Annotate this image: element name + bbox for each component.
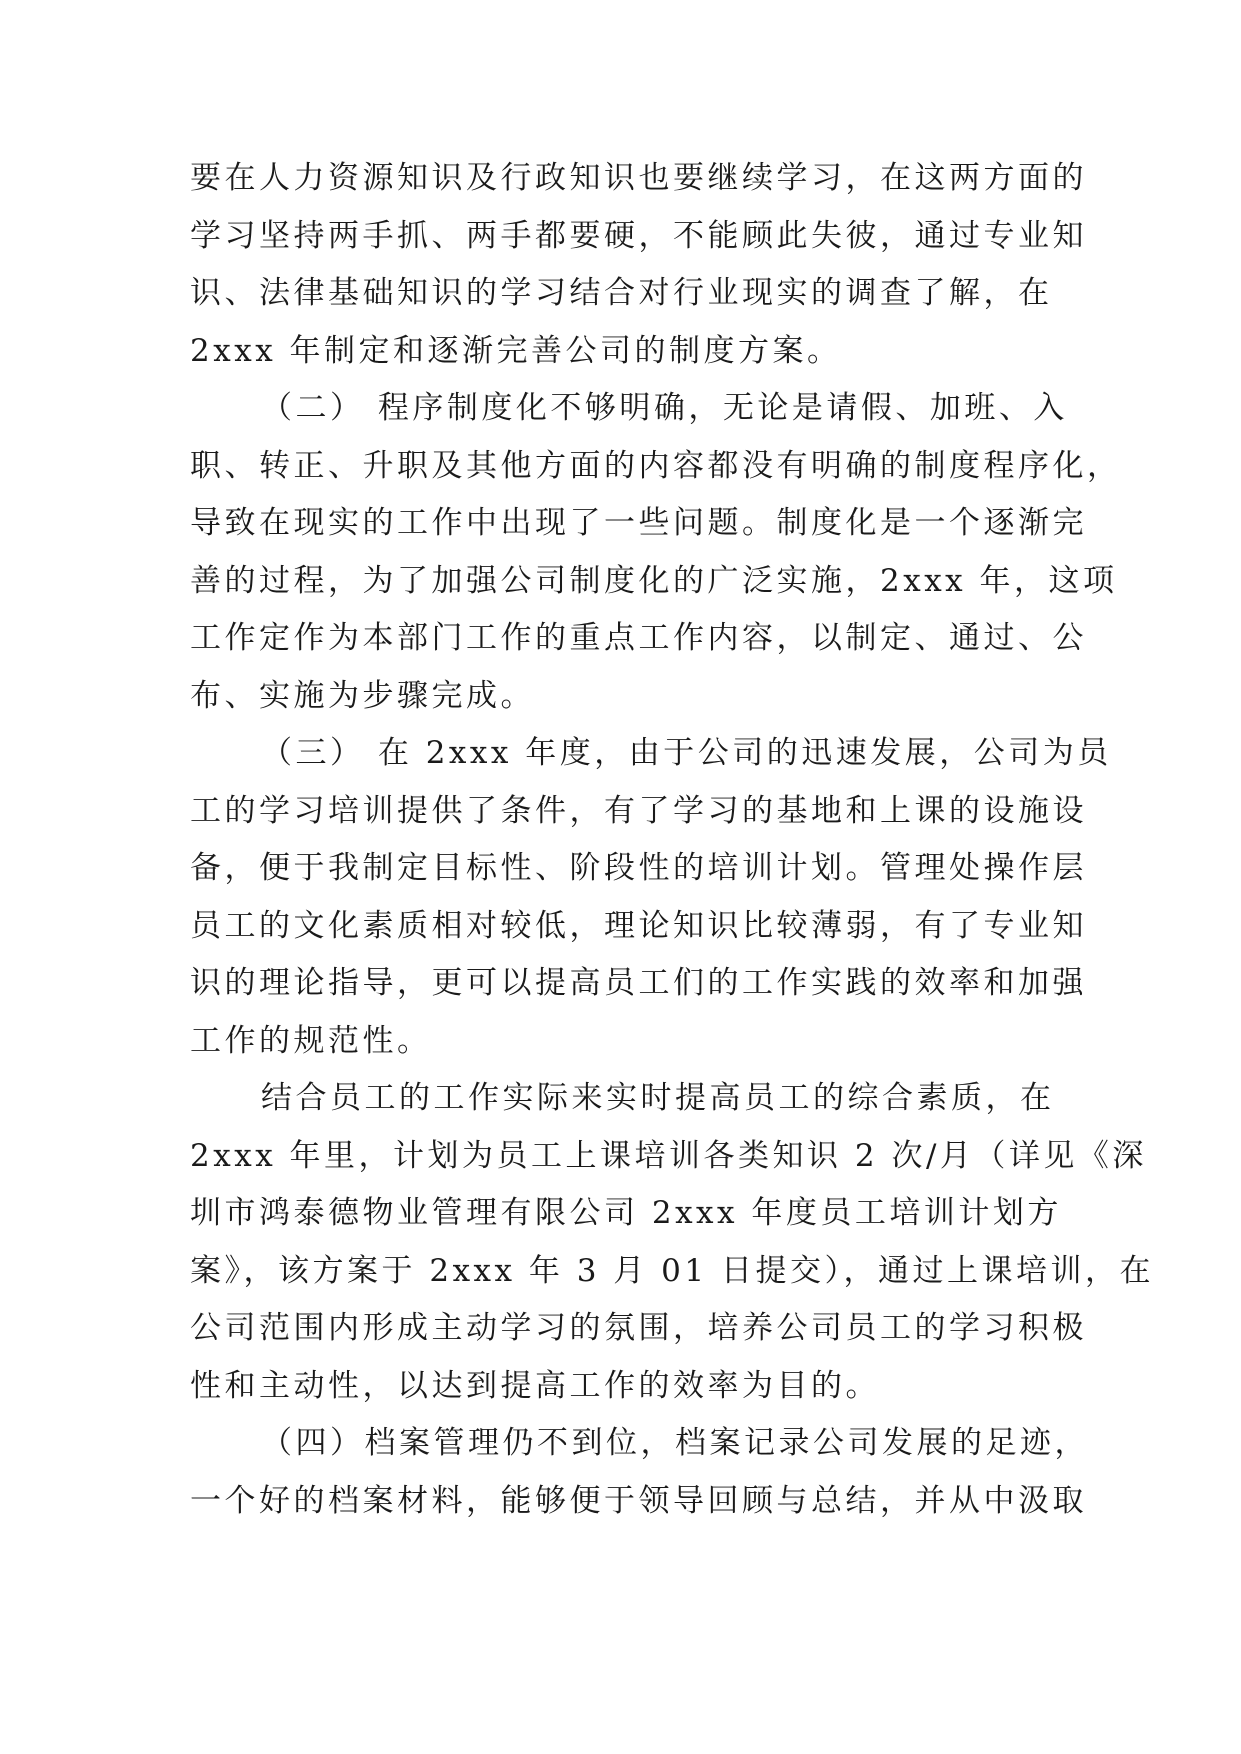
text-line: 案》，该方案于 2xxx 年 3 月 01 日提交），通过上课培训，在: [190, 1252, 1154, 1289]
text-line: 职、转正、升职及其他方面的内容都没有明确的制度程序化，: [190, 447, 1122, 484]
text-line: 善的过程，为了加强公司制度化的广泛实施，2xxx 年，这项: [190, 562, 1118, 599]
text-line: 圳市鸿泰德物业管理有限公司 2xxx 年度员工培训计划方: [190, 1195, 1062, 1231]
text-line: 工作的规范性。: [190, 1022, 432, 1059]
text-line: 工作定作为本部门工作的重点工作内容，以制定、通过、公: [190, 620, 1087, 656]
text-line: 要在人力资源知识及行政知识也要继续学习，在这两方面的: [190, 160, 1087, 196]
text-line: 布、实施为步骤完成。: [190, 677, 535, 714]
text-line: 备，便于我制定目标性、阶段性的培训计划。管理处操作层: [190, 850, 1087, 886]
document-body: [190, 150, 1154, 1530]
text-line: 一个好的档案材料，能够便于领导回顾与总结，并从中汲取: [190, 1482, 1087, 1519]
section-heading-line: （四）档案管理仍不到位，档案记录公司发展的足迹，: [261, 1425, 1089, 1461]
text-line: 2xxx 年制定和逐渐完善公司的制度方案。: [190, 332, 842, 369]
section-heading-line: （三） 在 2xxx 年度，由于公司的迅速发展，公司为员: [261, 735, 1112, 771]
text-line: 识、法律基础知识的学习结合对行业现实的调查了解，在: [190, 275, 1053, 311]
text-line: 公司范围内形成主动学习的氛围，培养公司员工的学习积极: [190, 1310, 1087, 1346]
text-line: 2xxx 年里，计划为员工上课培训各类知识 2 次/月（详见《深: [190, 1137, 1147, 1174]
text-line: 工的学习培训提供了条件，有了学习的基地和上课的设施设: [190, 792, 1087, 829]
text-line: 导致在现实的工作中出现了一些问题。制度化是一个逐渐完: [190, 505, 1087, 541]
text-line: 性和主动性，以达到提高工作的效率为目的。: [190, 1367, 880, 1404]
section-heading-line: （二） 程序制度化不够明确，无论是请假、加班、入: [261, 390, 1068, 426]
paragraph-first-line: 结合员工的工作实际来实时提高员工的综合素质，在: [261, 1080, 1055, 1116]
text-line: 员工的文化素质相对较低，理论知识比较薄弱，有了专业知: [190, 907, 1087, 944]
text-line: 学习坚持两手抓、两手都要硬，不能顾此失彼，通过专业知: [190, 217, 1087, 254]
text-line: 识的理论指导，更可以提高员工们的工作实践的效率和加强: [190, 965, 1087, 1001]
